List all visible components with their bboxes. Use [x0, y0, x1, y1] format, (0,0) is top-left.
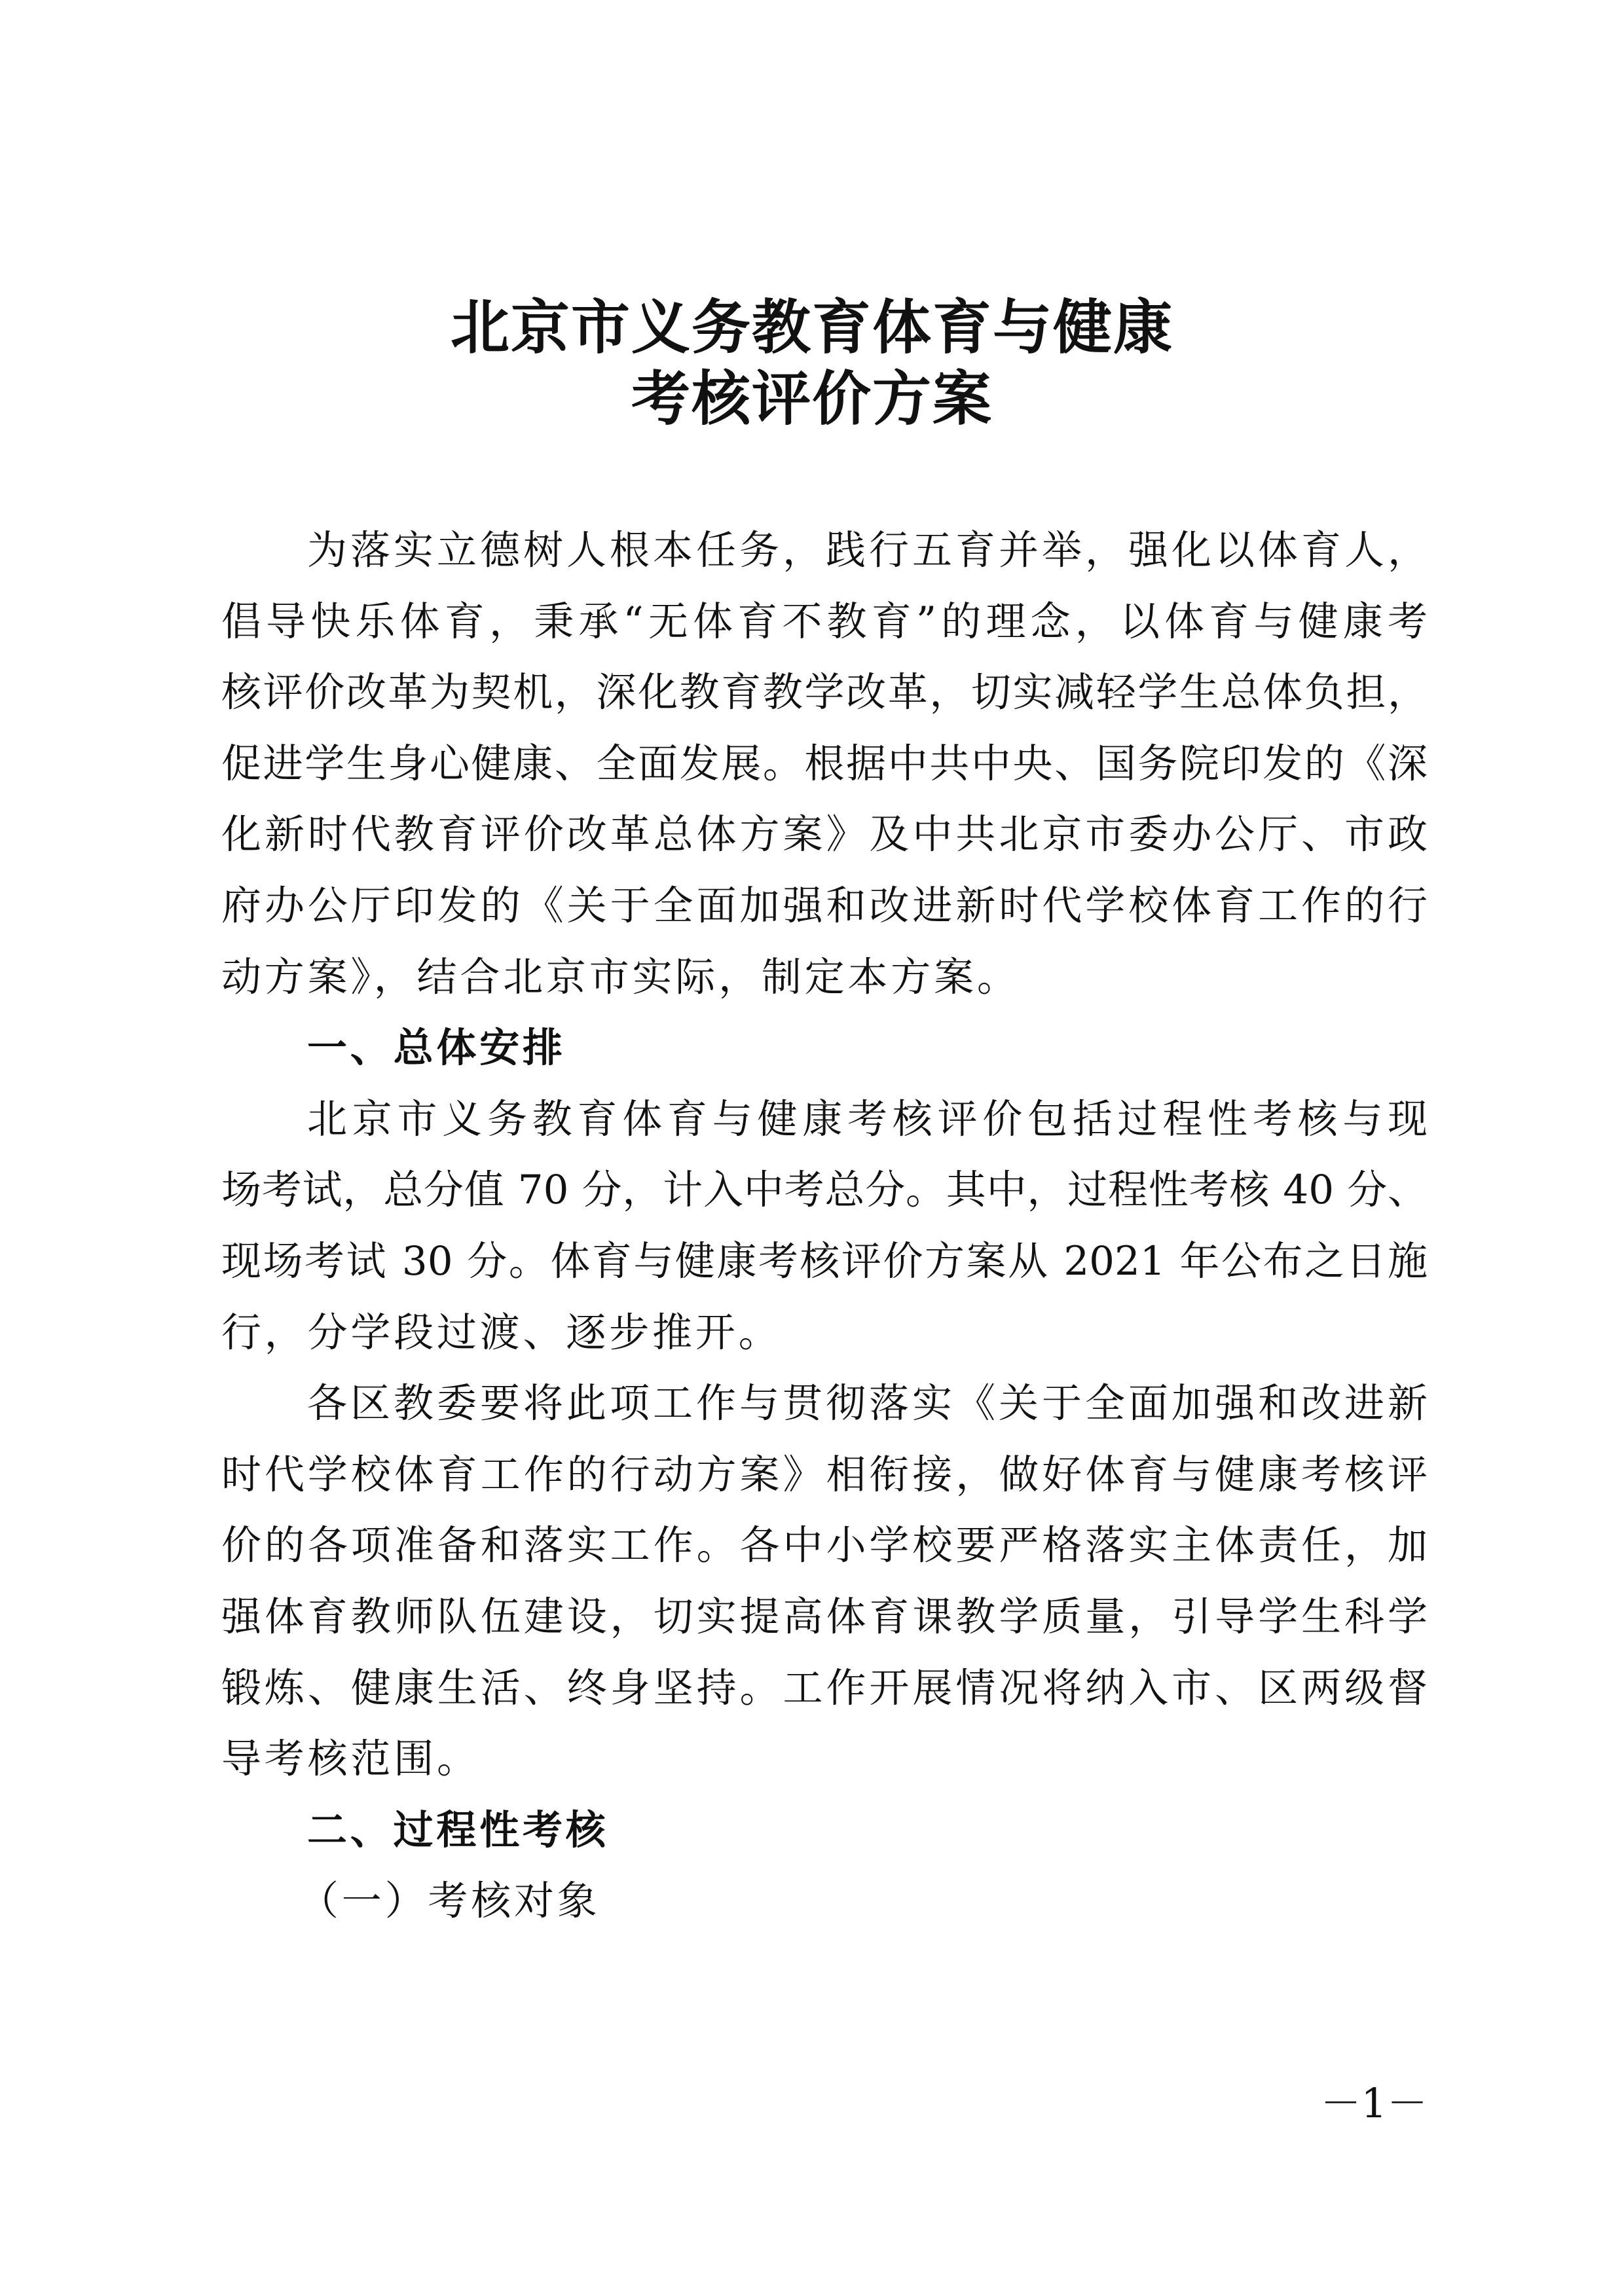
paragraph-line: 府办公厅印发的《关于全面加强和改进新时代学校体育工作的行 — [221, 882, 1428, 929]
paragraph-line: 行，分学段过渡、逐步推开。 — [221, 1309, 782, 1356]
paragraph-line: 化新时代教育评价改革总体方案》及中共北京市委办公厅、市政 — [221, 811, 1428, 858]
paragraph-line: 倡导快乐体育，秉承“无体育不教育”的理念，以体育与健康考 — [221, 598, 1428, 645]
document-body — [221, 515, 1428, 1937]
paragraph-line: 强体育教师队伍建设，切实提高体育课教学质量，引导学生科学 — [221, 1593, 1428, 1640]
paragraph-line: 促进学生身心健康、全面发展。根据中共中央、国务院印发的《深 — [221, 740, 1428, 787]
document-title — [0, 292, 1624, 435]
paragraph-line: 锻炼、健康生活、终身坚持。工作开展情况将纳入市、区两级督 — [221, 1664, 1428, 1711]
paragraph-line: 场考试，总分值 70 分，计入中考总分。其中，过程性考核 40 分、 — [221, 1167, 1428, 1214]
paragraph-line: 为落实立德树人根本任务，践行五育并举，强化以体育人， — [307, 527, 1428, 574]
paragraph-line: 核评价改革为契机，深化教育教学改革，切实减轻学生总体负担， — [221, 669, 1428, 716]
paragraph-line: 导考核范围。 — [221, 1736, 480, 1783]
section-heading: 一、总体安排 — [307, 1025, 566, 1072]
page-number: －1－ — [1320, 2079, 1428, 2127]
subsection-heading: （一）考核对象 — [299, 1878, 600, 1925]
document-title-line-2: 考核评价方案 — [631, 364, 993, 433]
paragraph-line: 各区教委要将此项工作与贯彻落实《关于全面加强和改进新 — [307, 1380, 1428, 1427]
section-heading: 二、过程性考核 — [307, 1806, 609, 1853]
paragraph-line: 时代学校体育工作的行动方案》相衔接，做好体育与健康考核评 — [221, 1451, 1428, 1498]
paragraph-line: 动方案》，结合北京市实际，制定本方案。 — [221, 953, 1020, 1000]
paragraph-line: 北京市义务教育体育与健康考核评价包括过程性考核与现 — [307, 1095, 1428, 1142]
paragraph-line: 价的各项准备和落实工作。各中小学校要严格落实主体责任，加 — [221, 1522, 1428, 1569]
paragraph-line: 现场考试 30 分。体育与健康考核评价方案从 2021 年公布之日施 — [221, 1237, 1428, 1285]
document-title-line-1: 北京市义务教育体育与健康 — [451, 293, 1173, 362]
